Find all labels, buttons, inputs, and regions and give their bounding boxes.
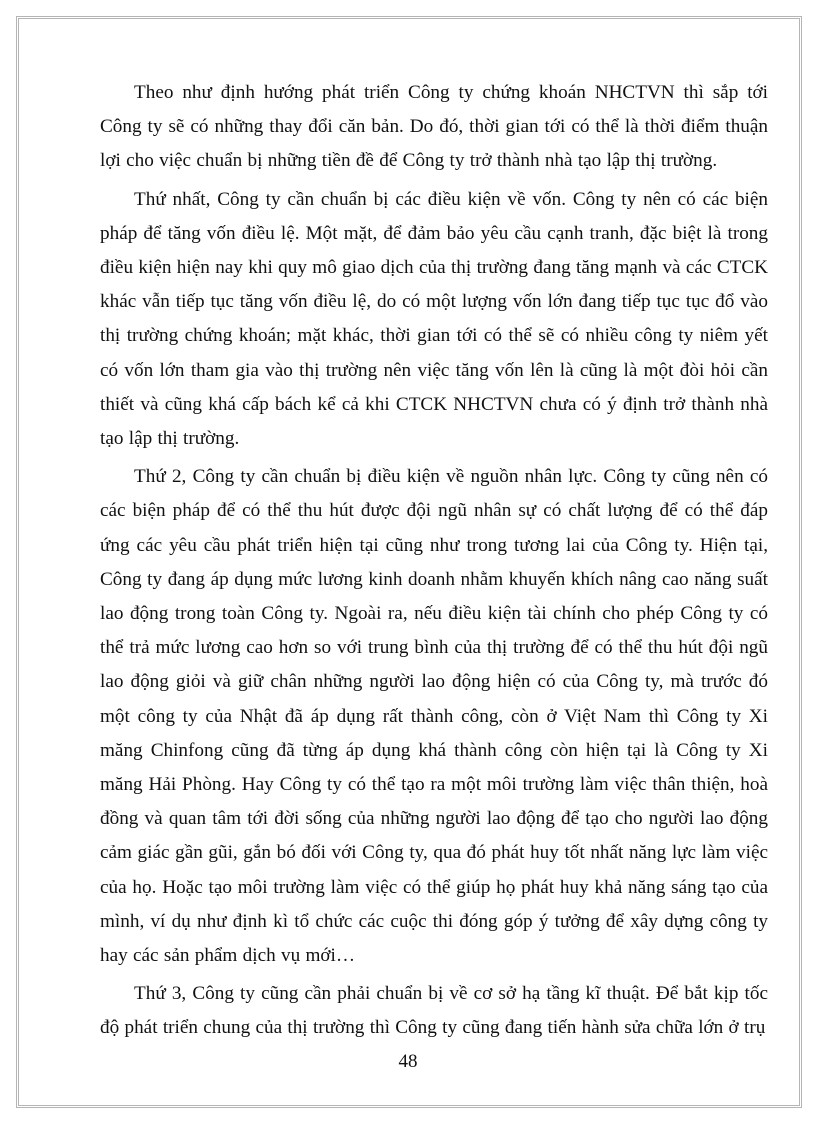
- paragraph-capital: Thứ nhất, Công ty cần chuẩn bị các điều kiện về vốn. Công ty nên có các biện pháp để tăng vốn điều lệ. Một mặt, để đảm bảo yêu cầu cạnh tranh, đặc biệt là trong điều kiện hiện nay khi quy mô giao dịch của thị trường đang tăng mạnh và các CTCK khác vẫn tiếp tục tăng vốn điều lệ, do có một lượng vốn lớn đang tiếp tục tục đổ vào thị trường chứng khoán; mặt khác, thời gian tới có thể sẽ có nhiều công ty niêm yết có vốn lớn tham gia vào thị trường nên việc tăng vốn lên là cũng là một đòi hỏi cần thiết và cũng khá cấp bách kể cả khi CTCK NHCTVN chưa có ý định trở thành nhà tạo lập thị trường.: [100, 188, 768, 450]
- body-text: [100, 76, 768, 1050]
- page-number: 48: [398, 1051, 418, 1072]
- paragraph-human-resources: Thứ 2, Công ty cần chuẩn bị điều kiện về nguồn nhân lực. Công ty cũng nên có các biện pháp để có thể thu hút được đội ngũ nhân sự có chất lượng để có thể đáp ứng các yêu cầu phát triển hiện tại cũng như trong tương lai của Công ty. Hiện tại, Công ty đang áp dụng mức lương kinh doanh nhằm khuyến khích nâng cao năng suất lao động trong toàn Công ty. Ngoài ra, nếu điều kiện tài chính cho phép Công ty có thể trả mức lương cao hơn so với trung bình của thị trường để có thể thu hút đội ngũ lao động giỏi và giữ chân những người lao động hiện có của Công ty, mà trước đó một công ty của Nhật đã áp dụng rất thành công, còn ở Việt Nam thì Công ty Xi măng Chinfong cũng đã từng áp dụng khá thành công còn hiện tại là Công ty Xi măng Hải Phòng. Hay Công ty có thể tạo ra một môi trường làm việc thân thiện, hoà đồng và quan tâm tới đời sống của những người lao động để tạo cho người lao động cảm giác gần gũi, gắn bó đối với Công ty, qua đó phát huy tốt nhất năng lực làm việc của họ. Hoặc tạo môi trường làm việc có thể giúp họ phát huy khả năng sáng tạo của mình, ví dụ như định kì tổ chức các cuộc thi đóng góp ý tưởng để xây dựng công ty hay các sản phẩm dịch vụ mới…: [100, 466, 768, 967]
- paragraph-intro: Theo như định hướng phát triển Công ty chứng khoán NHCTVN thì sắp tới Công ty sẽ có những thay đổi căn bản. Do đó, thời gian tới có thể là thời điểm thuận lợi cho việc chuẩn bị những tiền đề để Công ty trở thành nhà tạo lập thị trường.: [100, 82, 768, 172]
- paragraph-infrastructure: Thứ 3, Công ty cũng cần phải chuẩn bị về cơ sở hạ tầng kĩ thuật. Để bắt kịp tốc độ phát triển chung của thị trường thì Công ty cũng đang tiến hành sửa chữa lớn ở trụ: [100, 983, 768, 1039]
